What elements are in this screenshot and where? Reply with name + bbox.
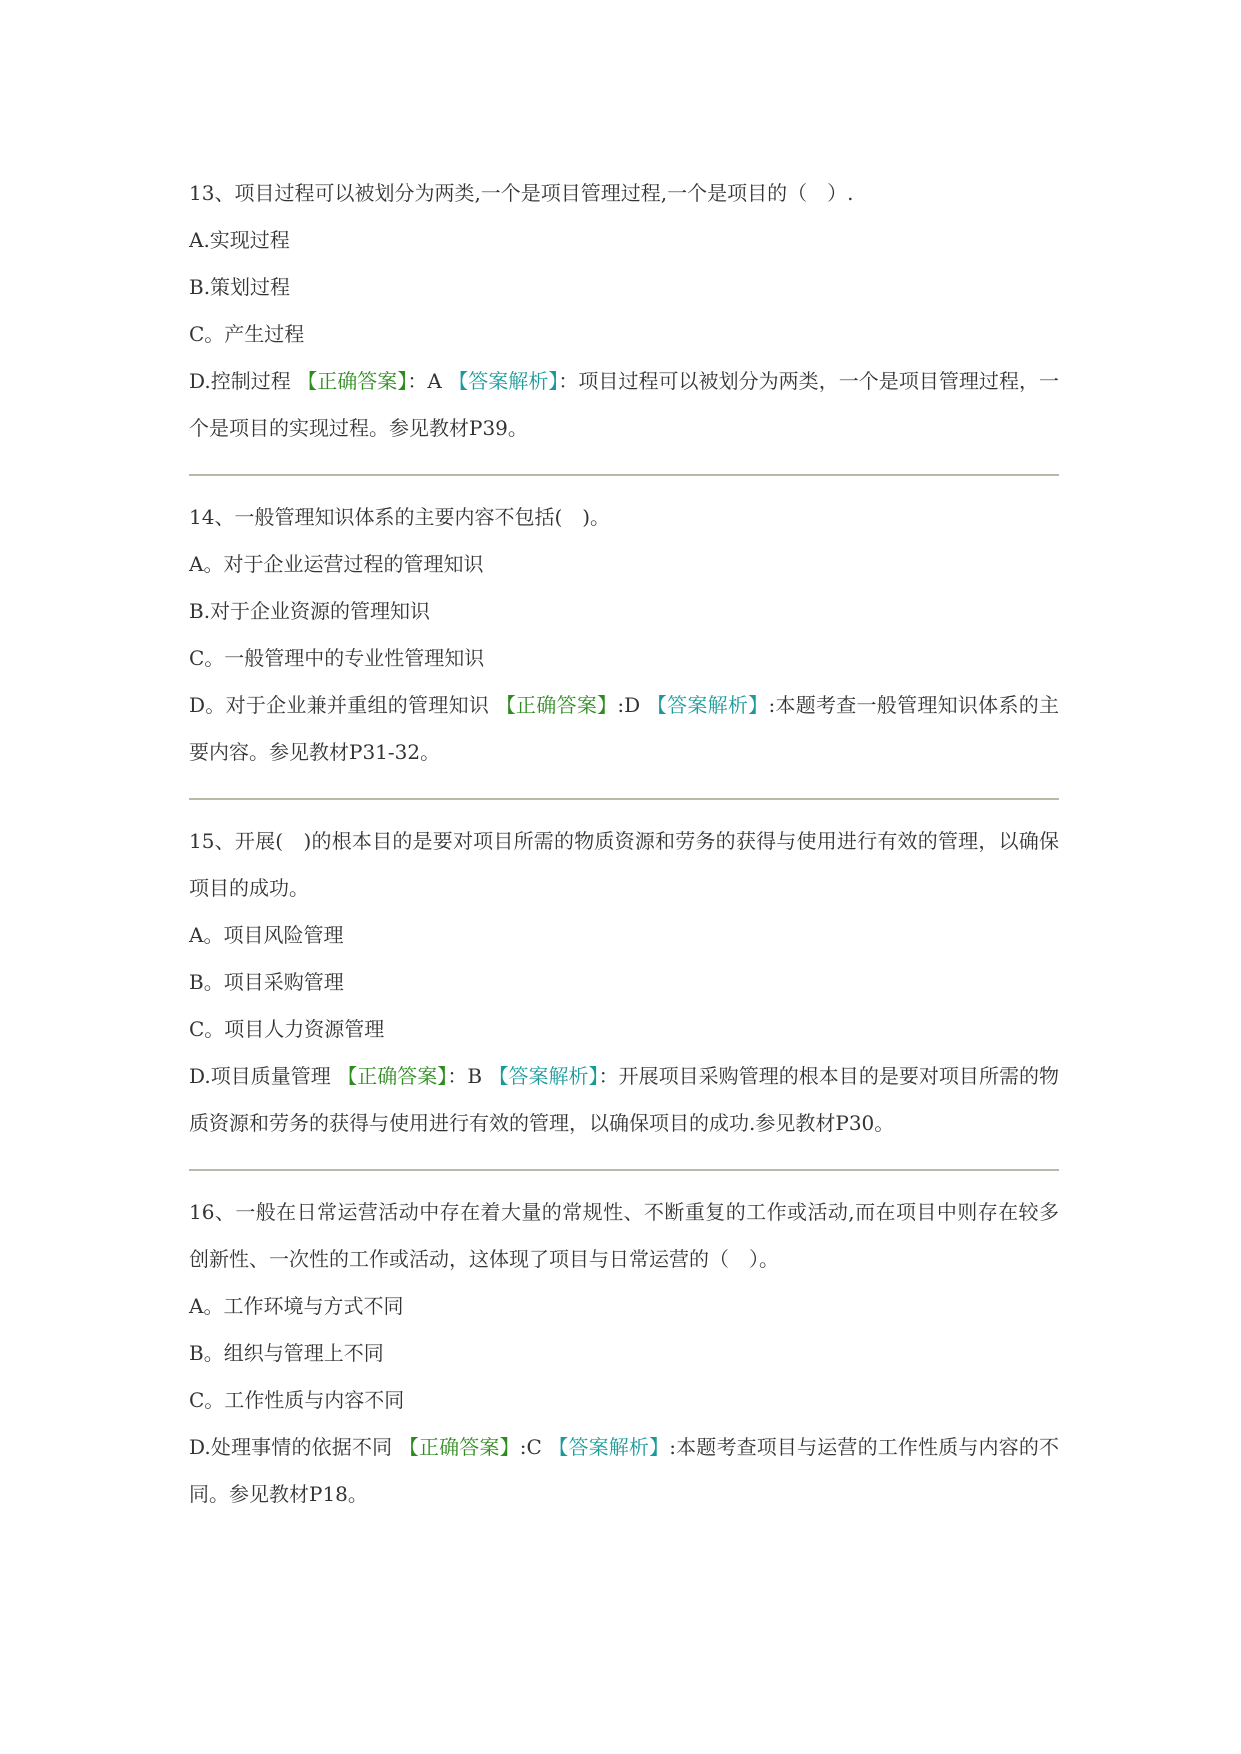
separator <box>189 1169 1059 1171</box>
option-d: D。对于企业兼并重组的管理知识 <box>189 693 496 717</box>
answer-tag: 【正确答案】 <box>297 369 408 393</box>
option-a: A。项目风险管理 <box>189 923 344 947</box>
option-d: D.处理事情的依据不同 <box>189 1435 399 1459</box>
option-a: A。对于企业运营过程的管理知识 <box>189 552 484 576</box>
analysis-tag: 【答案解析】 <box>646 693 769 717</box>
analysis-text: ：开展项目采购管理的根本目的是要对项目所需的物质资源和劳务的获得与使用进行有效的管理，以确保项目的成功.参见教材P30。 <box>189 1064 1060 1135</box>
option-b: B.策划过程 <box>189 275 291 299</box>
option-d: D.项目质量管理 <box>189 1064 338 1088</box>
option-c: C。工作性质与内容不同 <box>189 1388 405 1412</box>
answer-tag: 【正确答案】 <box>337 1064 448 1088</box>
analysis-tag: 【答案解析】 <box>488 1064 599 1088</box>
question-stem: 15、开展( )的根本目的是要对项目所需的物质资源和劳务的获得与使用进行有效的管理，以确保项目的成功。 <box>189 829 1059 900</box>
option-b: B。项目采购管理 <box>189 970 344 994</box>
answer-value: :D <box>617 693 647 717</box>
analysis-text: :本题考查一般管理知识体系的主要内容。参见教材P31-32。 <box>189 693 1059 764</box>
answer-tag: 【正确答案】 <box>398 1435 520 1459</box>
option-a: A。工作环境与方式不同 <box>189 1294 404 1318</box>
question-stem: 16、一般在日常运营活动中存在着大量的常规性、不断重复的工作或活动,而在项目中则存在较多创新性、一次性的工作或活动，这体现了项目与日常运营的（ ）。 <box>189 1200 1059 1271</box>
separator <box>189 474 1059 476</box>
option-c: C。一般管理中的专业性管理知识 <box>189 646 485 670</box>
answer-value: ：A <box>407 369 449 393</box>
analysis-tag: 【答案解析】 <box>448 369 559 393</box>
document-page <box>189 170 1059 1518</box>
option-d-with-answer <box>189 1424 1059 1518</box>
option-d: D.控制过程 <box>189 369 298 393</box>
analysis-text: :本题考查项目与运营的工作性质与内容的不同。参见教材P18。 <box>189 1435 1059 1506</box>
question-16 <box>189 1189 1059 1518</box>
answer-tag: 【正确答案】 <box>495 693 618 717</box>
option-b: B.对于企业资源的管理知识 <box>189 599 431 623</box>
question-stem: 14、一般管理知识体系的主要内容不包括( )。 <box>189 505 611 529</box>
option-d-with-answer <box>189 358 1059 452</box>
question-14 <box>189 494 1059 776</box>
analysis-text: ：项目过程可以被划分为两类，一个是项目管理过程，一个是项目的实现过程。参见教材P39。 <box>189 369 1059 440</box>
option-a: A.实现过程 <box>189 228 290 252</box>
question-stem: 13、项目过程可以被划分为两类,一个是项目管理过程,一个是项目的（ ）. <box>189 181 854 205</box>
option-c: C。产生过程 <box>189 322 305 346</box>
option-b: B。组织与管理上不同 <box>189 1341 384 1365</box>
answer-value: ：B <box>447 1064 489 1088</box>
answer-value: :C <box>519 1435 549 1459</box>
option-c: C。项目人力资源管理 <box>189 1017 385 1041</box>
option-d-with-answer <box>189 682 1059 776</box>
analysis-tag: 【答案解析】 <box>548 1435 670 1459</box>
separator <box>189 798 1059 800</box>
question-15 <box>189 818 1059 1147</box>
question-13 <box>189 170 1059 452</box>
option-d-with-answer <box>189 1053 1059 1147</box>
